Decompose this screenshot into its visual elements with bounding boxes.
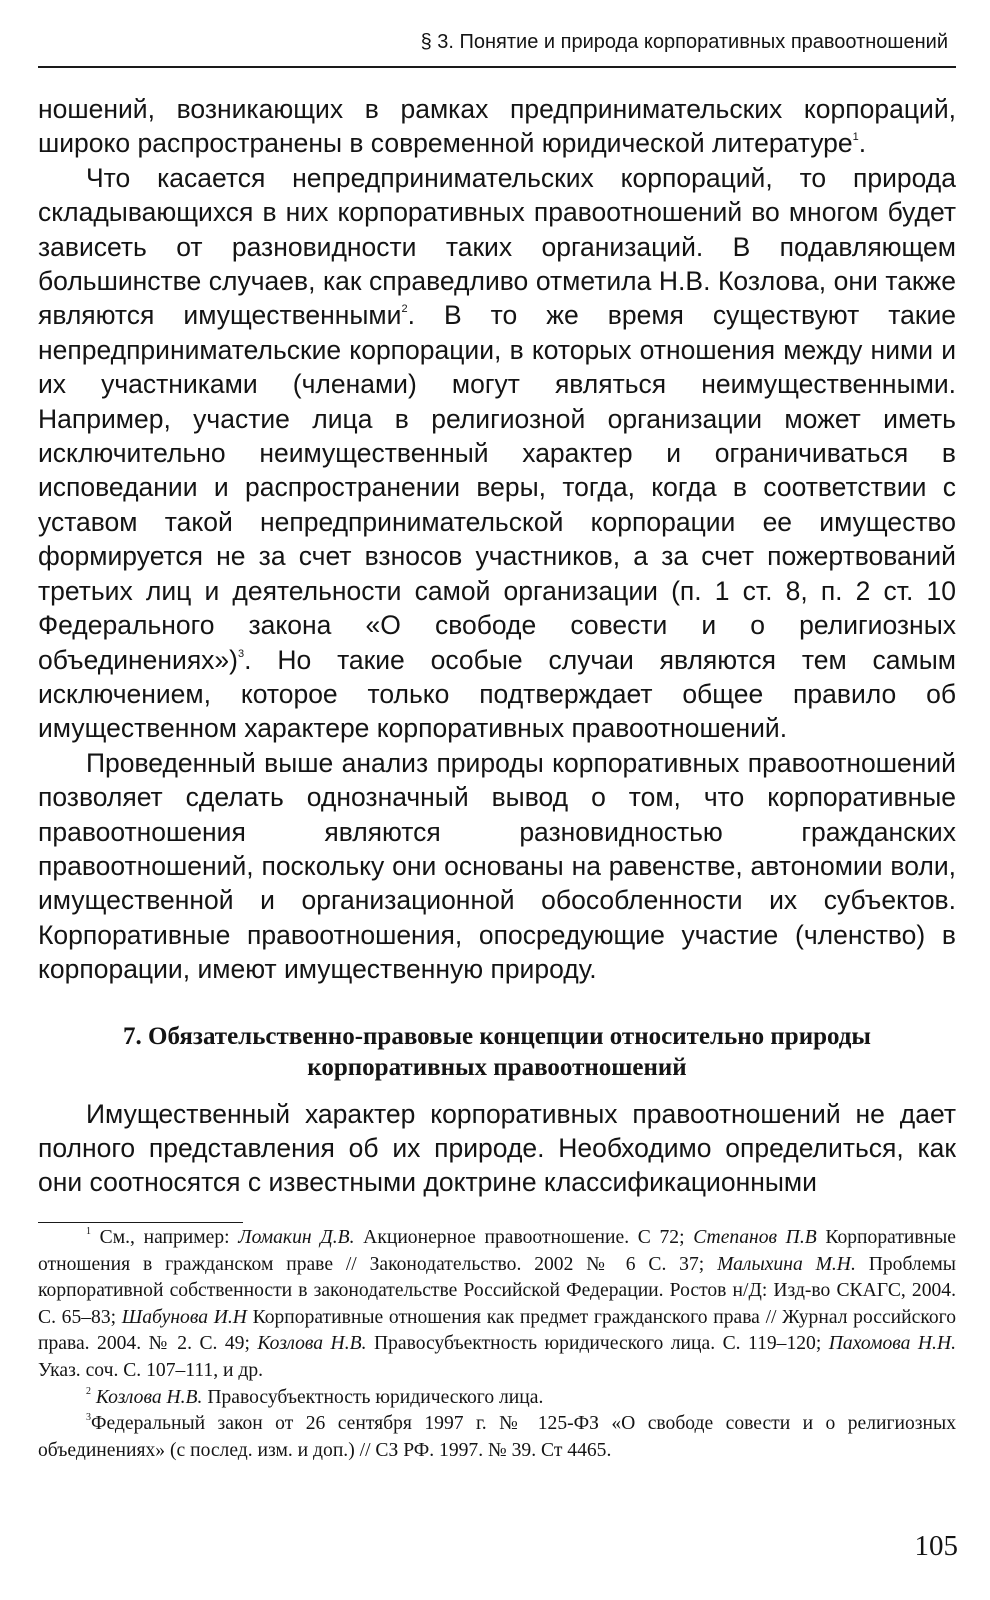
footnote-author: Степанов П.В <box>693 1227 817 1248</box>
paragraph-text-b: . В то же время существуют такие непредпринимательские корпорации, в которых отношения между ними и их участниками (членами) могут являться неимущественными. Например, участие лица в религиозной организации может иметь исключительно неимущественный характер и ограничиваться в исповедании и распространении веры, тогда, когда в соответствии с уставом такой непредпринимательской корпорации ее имущество формируется не за счет взносов участников, а за счет пожертвований третьих лиц и деятельности самой организации (п. 1 ст. 8, п. 2 ст. 10 Федерального закона «О свободе совести и о религиозных объединениях») <box>38 300 956 675</box>
footnote-rule <box>38 1222 243 1223</box>
paragraph-text-a: Что касается непредпринимательских корпораций, то природа складывающихся в них корпоративных правоотношений во многом будет зависеть от разновидности таких организаций. В подавляющем большинстве случаев, как справедливо отметила Н.В. Козлова, они также являются имущественными <box>38 162 956 331</box>
footnote-text: Проблемы корпоративной собственности в законодательстве Российской Федерации. Ростов н/Д: Изд-во СКАГС, 2004. С. 65–83; <box>38 1253 956 1328</box>
section-heading-line-1: 7. Обязательственно-правовые концепции относительно природы <box>123 1022 871 1050</box>
paragraph-section-start: Имущественный характер корпоративных правоотношений не дает полного представления об их природе. Необходимо определиться, как они соотносятся с известными доктрине классификационными <box>38 1098 956 1198</box>
footnote-author: Ломакин Д.В. <box>238 1227 355 1248</box>
footnote-mark-2: 2 <box>86 1385 91 1397</box>
footnote-text: Корпоративные отношения в гражданском праве // Законодательство. 2002 № 6 С. 37; <box>38 1227 956 1275</box>
footnote-author: Шабунова И.Н <box>121 1306 247 1328</box>
section-heading-line-2: корпоративных правоотношений <box>307 1053 687 1081</box>
paragraph-conclusion: Проведенный выше анализ природы корпоративных правоотношений позволяет сделать однозначный вывод о том, что корпоративные правоотношения являются разновидностью гражданских правоотношений, поскольку они основаны на равенстве, автономии воли, имущественной и организационной обособленности их субъектов. Корпоративные правоотношения, опосредующие участие (членство) в корпорации, имеют имущественную природу. <box>38 747 956 985</box>
footnote-author: Пахомова Н.Н. <box>828 1333 956 1355</box>
paragraph-text-c: . Но такие особые случаи являются тем самым исключением, которое только подтверждает общее правило об имущественном характере корпоративных правоотношений. <box>38 644 956 744</box>
footnote-text: Правосубъектность юридического лица. <box>202 1386 544 1408</box>
footnote-text: Корпоративные отношения как предмет гражданского права // Журнал российского права. 2004. № 2. С. 49; <box>38 1306 956 1355</box>
footnotes <box>38 1225 956 1464</box>
paragraph-text: ношений, возникающих в рамках предпринимательских корпораций, широко распространены в современной юридической литературе <box>38 94 956 159</box>
footnote-3 <box>38 1411 956 1464</box>
paragraph-tail: . <box>858 128 867 159</box>
footnote-ref-3[interactable]: 3 <box>238 647 245 660</box>
header-rule <box>38 66 956 68</box>
footnote-ref-1[interactable]: 1 <box>852 131 859 144</box>
page-number: 105 <box>914 1530 958 1562</box>
footnote-mark-1: 1 <box>86 1226 91 1237</box>
footnote-text: Акционерное правоотношение. С 72; <box>354 1227 694 1248</box>
main-text <box>38 92 956 1200</box>
paragraph-noncommercial <box>38 161 956 746</box>
footnote-1 <box>38 1225 956 1385</box>
footnote-author: Малыхина М.Н. <box>717 1253 856 1275</box>
footnote-text: Федеральный закон от 26 сентября 1997 г. № 125-ФЗ «О свободе совести и о религиозных объединениях» (с послед. изм. и доп.) // СЗ РФ. 1997. № 39. Ст 4465. <box>38 1413 956 1461</box>
footnote-mark-3: 3 <box>86 1412 91 1424</box>
running-header: § 3. Понятие и природа корпоративных правоотношений <box>420 31 948 53</box>
footnote-text: См., например: <box>91 1227 239 1248</box>
footnote-2 <box>38 1385 956 1412</box>
footnote-text: Указ. соч. С. 107–111, и др. <box>38 1359 264 1381</box>
footnote-author: Козлова Н.В. <box>257 1333 367 1355</box>
paragraph-continued <box>38 92 956 161</box>
section-heading <box>38 1021 956 1083</box>
footnote-ref-2[interactable]: 2 <box>401 303 408 316</box>
footnote-author: Козлова Н.В. <box>95 1386 203 1408</box>
footnote-text: Правосубъектность юридического лица. С. 119–120; <box>366 1333 829 1355</box>
